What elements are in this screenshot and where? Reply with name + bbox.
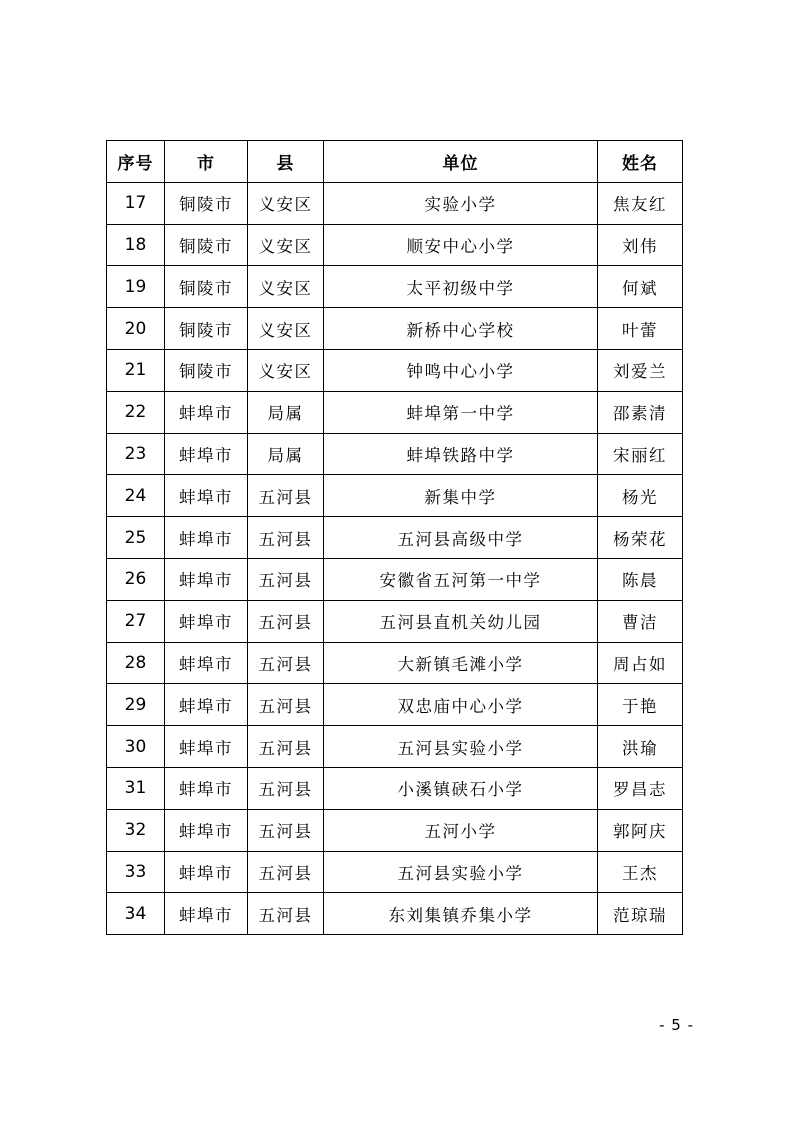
cell-name: 焦友红 [598, 182, 683, 224]
cell-index: 27 [107, 600, 165, 642]
table-row [107, 558, 683, 600]
cell-city: 铜陵市 [165, 224, 248, 266]
cell-unit: 东刘集镇乔集小学 [324, 893, 598, 935]
cell-county: 五河县 [248, 642, 324, 684]
cell-unit: 小溪镇硖石小学 [324, 767, 598, 809]
cell-index: 29 [107, 684, 165, 726]
cell-county: 义安区 [248, 308, 324, 350]
cell-county: 五河县 [248, 558, 324, 600]
cell-index: 18 [107, 224, 165, 266]
cell-city: 蚌埠市 [165, 517, 248, 559]
cell-county: 义安区 [248, 266, 324, 308]
cell-county: 义安区 [248, 224, 324, 266]
cell-index: 24 [107, 475, 165, 517]
cell-name: 刘伟 [598, 224, 683, 266]
cell-index: 33 [107, 851, 165, 893]
cell-city: 蚌埠市 [165, 475, 248, 517]
table-row [107, 767, 683, 809]
cell-unit: 太平初级中学 [324, 266, 598, 308]
cell-index: 21 [107, 349, 165, 391]
cell-city: 蚌埠市 [165, 767, 248, 809]
table-row [107, 266, 683, 308]
cell-index: 30 [107, 726, 165, 768]
column-header-county: 县 [248, 141, 324, 183]
table-row [107, 349, 683, 391]
cell-index: 28 [107, 642, 165, 684]
cell-city: 铜陵市 [165, 182, 248, 224]
cell-unit: 五河县直机关幼儿园 [324, 600, 598, 642]
cell-name: 范琼瑞 [598, 893, 683, 935]
page-number: - 5 - [659, 1016, 694, 1034]
cell-index: 20 [107, 308, 165, 350]
cell-city: 蚌埠市 [165, 851, 248, 893]
cell-index: 26 [107, 558, 165, 600]
cell-city: 蚌埠市 [165, 642, 248, 684]
cell-city: 蚌埠市 [165, 684, 248, 726]
cell-county: 五河县 [248, 809, 324, 851]
cell-index: 34 [107, 893, 165, 935]
cell-name: 邵素清 [598, 391, 683, 433]
cell-county: 五河县 [248, 893, 324, 935]
cell-city: 蚌埠市 [165, 391, 248, 433]
cell-unit: 新桥中心学校 [324, 308, 598, 350]
cell-unit: 大新镇毛滩小学 [324, 642, 598, 684]
cell-county: 五河县 [248, 851, 324, 893]
cell-name: 洪瑜 [598, 726, 683, 768]
column-header-unit: 单位 [324, 141, 598, 183]
cell-city: 蚌埠市 [165, 433, 248, 475]
cell-city: 蚌埠市 [165, 600, 248, 642]
cell-county: 五河县 [248, 726, 324, 768]
table-row [107, 684, 683, 726]
table-row [107, 642, 683, 684]
cell-county: 局属 [248, 433, 324, 475]
cell-name: 王杰 [598, 851, 683, 893]
cell-city: 铜陵市 [165, 349, 248, 391]
cell-city: 铜陵市 [165, 266, 248, 308]
cell-name: 刘爱兰 [598, 349, 683, 391]
cell-city: 蚌埠市 [165, 558, 248, 600]
cell-index: 25 [107, 517, 165, 559]
table-body [107, 182, 683, 934]
cell-unit: 五河县高级中学 [324, 517, 598, 559]
cell-index: 32 [107, 809, 165, 851]
cell-index: 23 [107, 433, 165, 475]
table-row [107, 517, 683, 559]
cell-unit: 钟鸣中心小学 [324, 349, 598, 391]
table-row [107, 851, 683, 893]
column-header-index: 序号 [107, 141, 165, 183]
cell-unit: 五河县实验小学 [324, 726, 598, 768]
cell-county: 五河县 [248, 684, 324, 726]
cell-county: 五河县 [248, 600, 324, 642]
cell-city: 蚌埠市 [165, 893, 248, 935]
cell-unit: 顺安中心小学 [324, 224, 598, 266]
cell-name: 杨光 [598, 475, 683, 517]
cell-county: 五河县 [248, 517, 324, 559]
cell-index: 17 [107, 182, 165, 224]
table-row [107, 893, 683, 935]
cell-name: 陈晨 [598, 558, 683, 600]
cell-county: 五河县 [248, 475, 324, 517]
cell-index: 31 [107, 767, 165, 809]
cell-name: 曹洁 [598, 600, 683, 642]
table-row [107, 308, 683, 350]
cell-city: 铜陵市 [165, 308, 248, 350]
table-row [107, 809, 683, 851]
cell-name: 罗昌志 [598, 767, 683, 809]
column-header-city: 市 [165, 141, 248, 183]
cell-index: 22 [107, 391, 165, 433]
cell-name: 叶蕾 [598, 308, 683, 350]
table-row [107, 391, 683, 433]
cell-unit: 五河县实验小学 [324, 851, 598, 893]
cell-county: 义安区 [248, 349, 324, 391]
table-header-row [107, 141, 683, 183]
cell-name: 宋丽红 [598, 433, 683, 475]
cell-county: 局属 [248, 391, 324, 433]
cell-name: 于艳 [598, 684, 683, 726]
table-row [107, 600, 683, 642]
roster-table [106, 140, 683, 935]
cell-name: 何斌 [598, 266, 683, 308]
cell-unit: 五河小学 [324, 809, 598, 851]
table-row [107, 182, 683, 224]
table-row [107, 726, 683, 768]
table-row [107, 433, 683, 475]
cell-name: 周占如 [598, 642, 683, 684]
cell-city: 蚌埠市 [165, 809, 248, 851]
cell-unit: 新集中学 [324, 475, 598, 517]
column-header-name: 姓名 [598, 141, 683, 183]
cell-county: 五河县 [248, 767, 324, 809]
cell-unit: 蚌埠铁路中学 [324, 433, 598, 475]
cell-unit: 蚌埠第一中学 [324, 391, 598, 433]
cell-unit: 双忠庙中心小学 [324, 684, 598, 726]
cell-name: 杨荣花 [598, 517, 683, 559]
cell-unit: 实验小学 [324, 182, 598, 224]
cell-index: 19 [107, 266, 165, 308]
cell-name: 郭阿庆 [598, 809, 683, 851]
cell-city: 蚌埠市 [165, 726, 248, 768]
cell-county: 义安区 [248, 182, 324, 224]
table-row [107, 224, 683, 266]
cell-unit: 安徽省五河第一中学 [324, 558, 598, 600]
table-row [107, 475, 683, 517]
